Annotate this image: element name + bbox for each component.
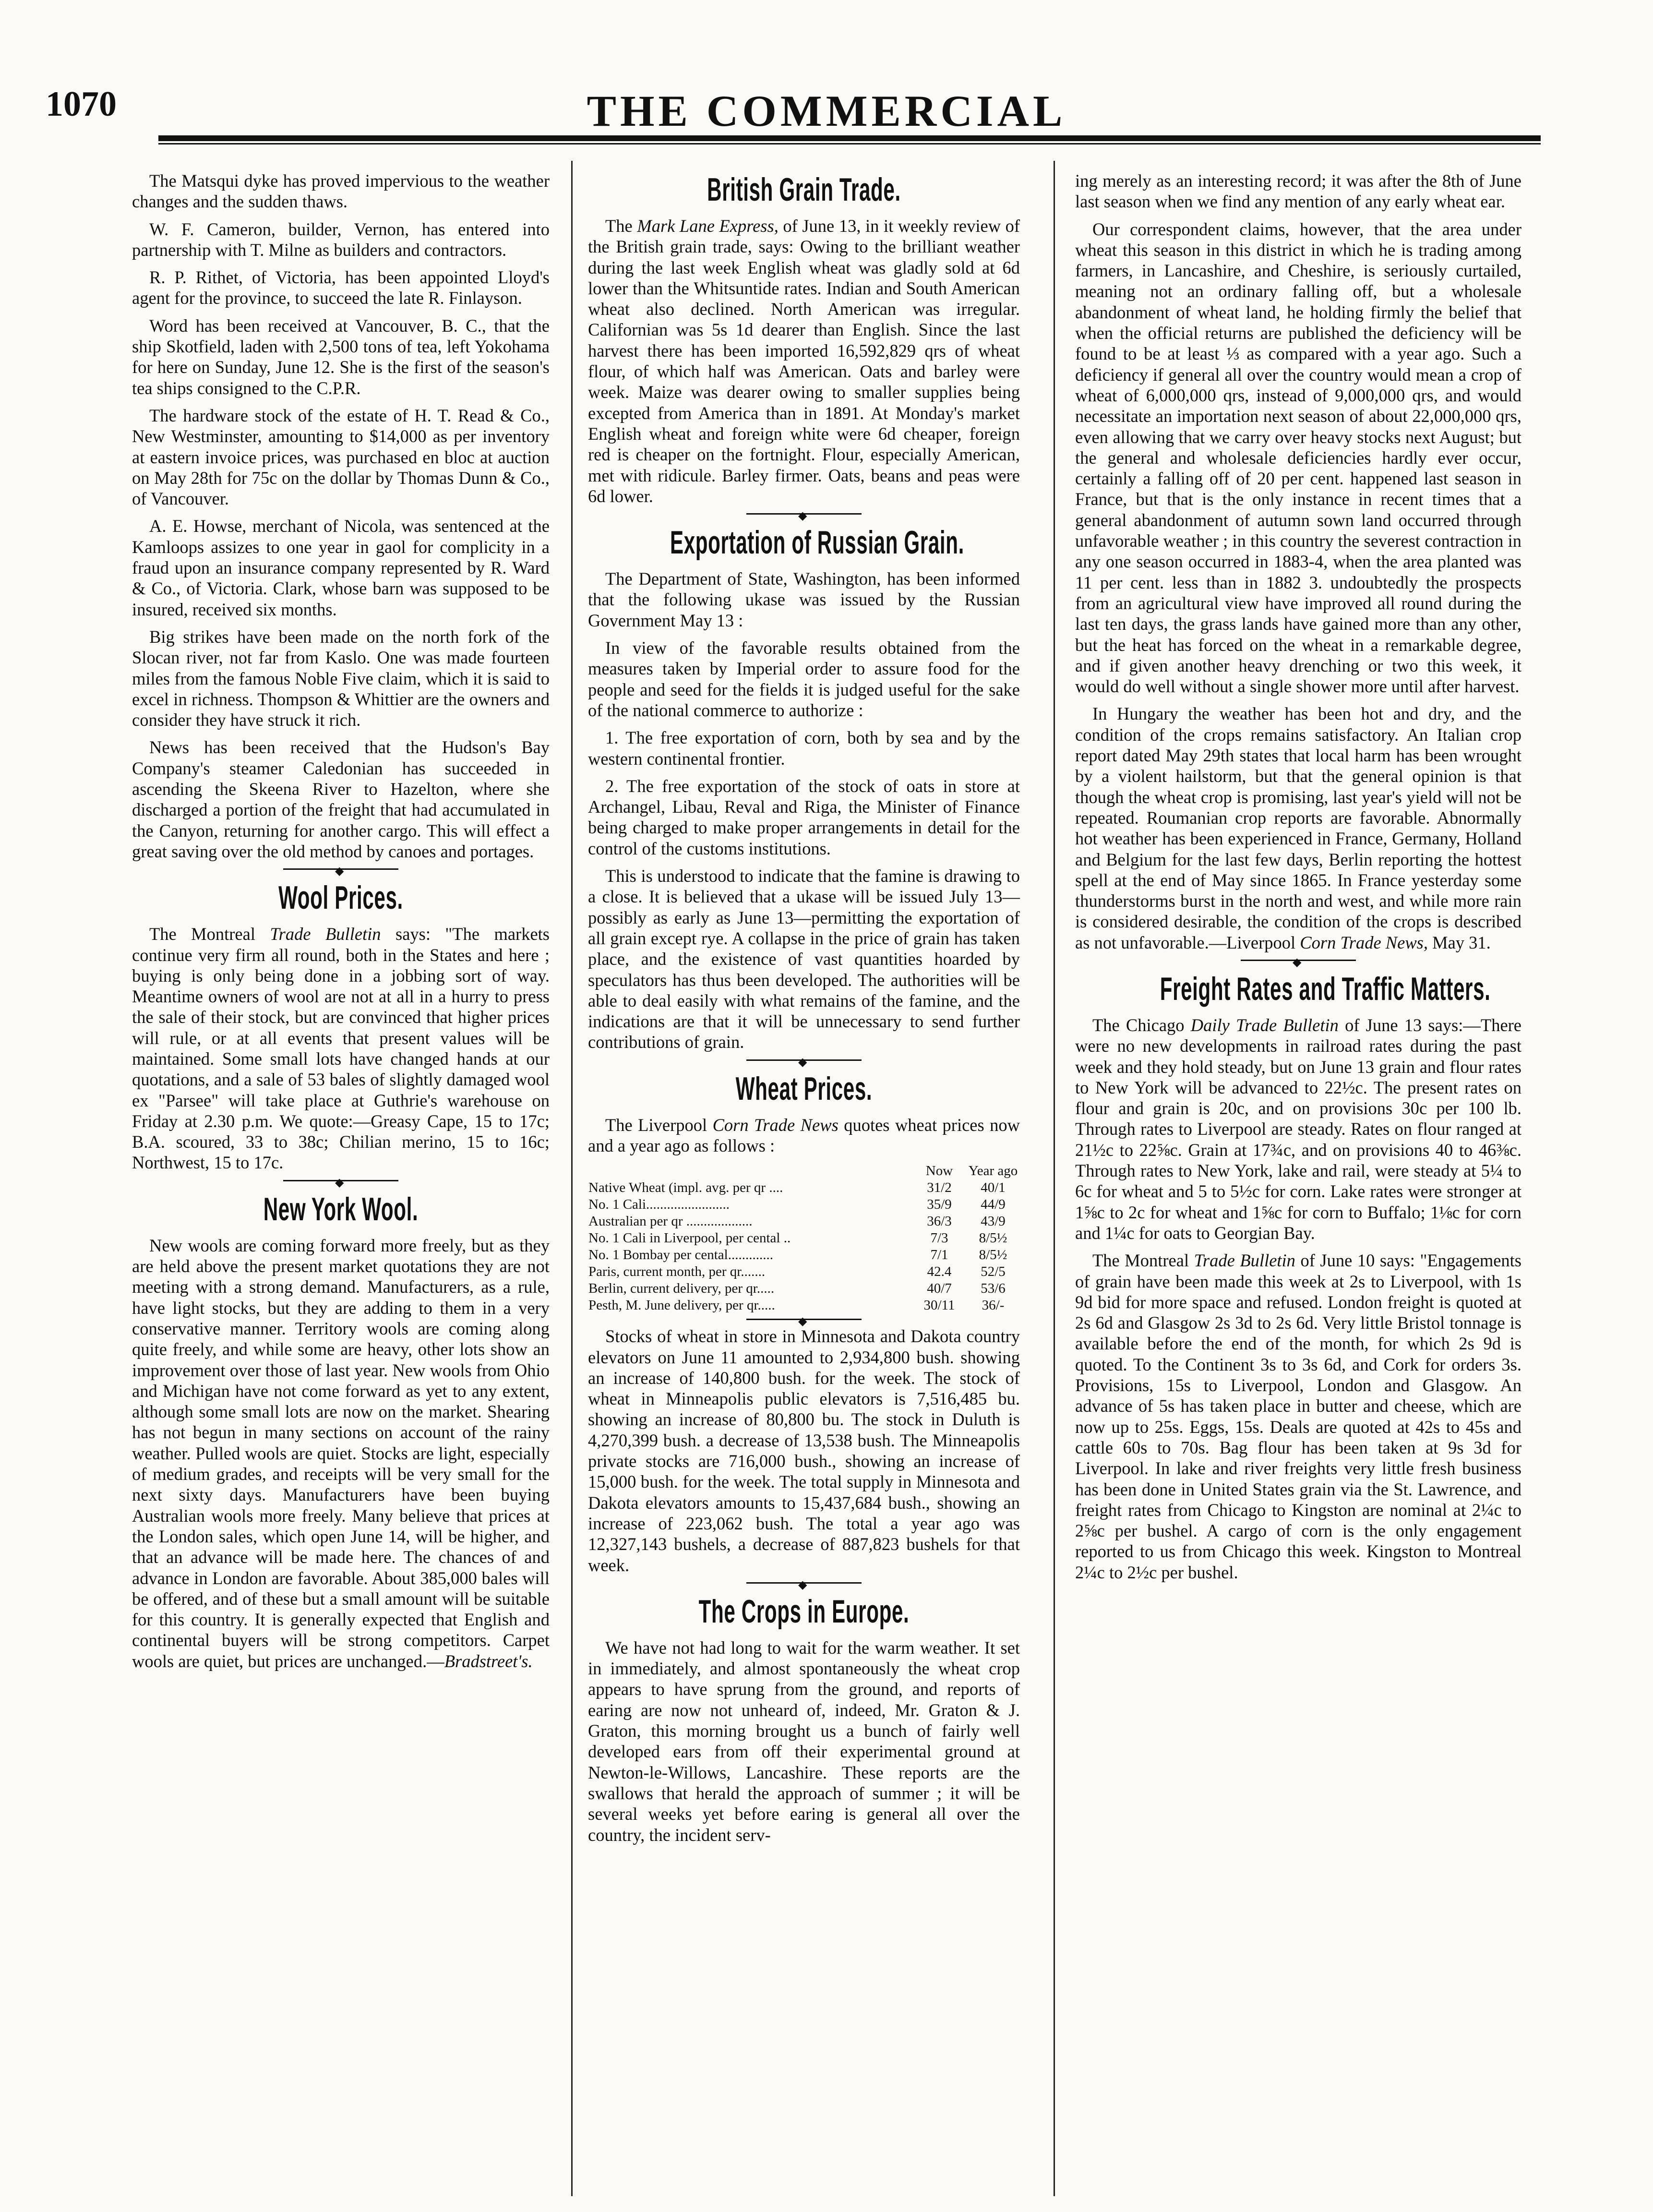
news-item: R. P. Rithet, of Victoria, has been appointed Lloyd's agent for the province, to succeed the late R. Finlayson. — [132, 267, 550, 308]
table-cell-label: Australian per qr ................... — [588, 1214, 753, 1229]
table-cell-ago: 44/9 — [981, 1197, 1006, 1213]
table-row — [588, 1280, 1020, 1297]
news-item: News has been received that the Hudson's Bay Company's steamer Caledonian has succeeded in ascending the Skeena River to Hazelton, where she discharged a portion of the freight that had accumulated in the Canyon, returning for another cargo. This will effect a great saving over the old method by canoes and portages. — [132, 737, 550, 861]
paragraph: Our correspondent claims, however, that the area under wheat this season in this district in which he is trading among farmers, in Lancashire, and Cheshire, is seriously curtailed, meaning not an ordinary falling off, but a wholesale abandonment of wheat land, he holding firmly the belief that when the official returns are published the deficiency will be found to be at least ⅓ as compared with a year ago. Such a deficiency if general all over the country would mean a crop of wheat of 6,000,000 qrs, instead of 9,000,000 qrs, and would necessitate an importation next season of about 22,000,000 qrs, even allowing that we carry over heavy stocks next August; but the general and wholesale deficiencies hardly ever occur, certainly a falling off of 20 per cent. happened last season in France, but that is the only instance in recent times that a general abandonment of autumn sown land occurred through unfavorable weather ; in this country the severest contraction in any one season occurred in 1883-4, when the area planted was 11 per cent. less than in 1882 3. undoubtedly the prospects from an agricultural view have improved all round during the last ten days, the grass lands have gained more than any other, but the heat has forced on the wheat in a remarkable degree, and if given another heavy drenching or two this week, it would do well without a single shower more until after harvest. — [1075, 219, 1521, 697]
section-separator — [283, 1180, 398, 1181]
table-row — [588, 1247, 1020, 1263]
table-cell-ago: 8/5½ — [979, 1247, 1007, 1263]
section-separator — [746, 513, 862, 515]
table-cell-ago: 36/- — [982, 1298, 1005, 1313]
paragraph: The Department of State, Washington, has been informed that the following ukase was issued by the Russian Government May 13 : — [588, 569, 1020, 630]
section-separator — [746, 1582, 862, 1584]
column-header-year-ago: Year ago — [968, 1163, 1018, 1179]
table-cell-now: 42.4 — [927, 1264, 952, 1280]
table-cell-ago: 53/6 — [981, 1281, 1006, 1297]
article-freight-rates: The Chicago Daily Trade Bulletin of June 13 says:—There were no new developments in railroad rates during the past week and they hold steady, but on June 13 grain and flour rates to New York will be advanced to 22½c. The present rates on flour and grain is 20c, and on provisions 30c per 100 lb. Through rates to Liverpool are steady. Rates on flour ranged at 21½c to 22⅝c. Grain at 17¾c, and on provisions 40 to 46⅜c. Through rates to New York, lake and rail, were steady at 5¼ to 6c for wheat and 5 to 5½c for corn. Lake rates were stronger at 1⅝c to 2c for wheat and 1⅝c for corn to Buffalo; 1⅛c for corn and 1¼c for oats to Georgian Bay. — [1075, 1015, 1522, 1243]
article-wheat-prices-intro: The Liverpool Corn Trade News quotes wheat prices now and a year ago as follows : — [588, 1115, 1020, 1155]
paragraph: In view of the favorable results obtained from the measures taken by Imperial order to assure food for the people and seed for the fields it is judged useful for the sake of the national commerce to authorize : — [588, 638, 1020, 720]
table-row — [588, 1213, 1020, 1230]
heading-wool-prices: Wool Prices. — [278, 879, 403, 916]
column-header-label — [588, 1163, 912, 1179]
news-item: Big strikes have been made on the north fork of the Slocan river, not far from Kaslo. One was made fourteen miles from the famous Noble Five claim, which it is said to excel in richness. Thompson & Whittier are the owners and consider they have struck it rich. — [132, 626, 550, 730]
table-cell-label: Native Wheat (impl. avg. per qr .... — [588, 1180, 783, 1196]
table-cell-ago: 43/9 — [981, 1214, 1006, 1229]
article-freight-montreal: The Montreal Trade Bulletin of June 10 says: "Engagements of grain have been made this week at 2s to Liverpool, with 1s 9d bid for more space and refused. London freight is quoted at 2s 6d and Glasgow 2s 3d to 2s 6d. Very little Bristol tonnage is available before the end of the month, for which 2s 9d is quoted. To the Continent 3s to 3s 6d, and Cork for orders 3s. Provisions, 15s to Liverpool, London and Glasgow. An advance of 5s has taken place in butter and cheese, which are now up to 25s. Eggs, 15s. Deals are quoted at 42s to 45s and cattle 60s to 70s. Bag flour has been taken at 9s 3d for Liverpool. In lake and river freights very little fresh business has been done in United States grain via the St. Lawrence, and freight rates from Chicago to Kingston are nominal at 2¼c to 2⅝c per bushel. A cargo of corn is the only engagement reported to us from Chicago this week. Kingston to Montreal 2¼c to 2½c per bushel. — [1075, 1250, 1522, 1582]
column-3 — [1075, 170, 1521, 1589]
news-item: The hardware stock of the estate of H. T. Read & Co., New Westminster, amounting to $14,000 as per inventory at eastern invoice prices, was purchased en bloc at auction on May 28th for 75c on the dollar by Thomas Dunn & Co., of Vancouver. — [132, 405, 550, 509]
article-british-grain-trade: The Mark Lane Express, of June 13, in it weekly review of the British grain trade, says: Owing to the brilliant weather during the last week English wheat was gladly sold at 6d lower than the Whitsuntide rates. Indian and South American wheat also declined. North American was irregular. Californian was 5s 1d dearer than English. Since the last harvest there has been imported 16,592,829 qrs of wheat flour, of which half was American. Oats and barley were week. Maize was dearer owing to smaller supplies being excepted from America than in 1891. At Monday's market English wheat and foreign white were 6d cheaper, foreign red is cheaper on the fortnight. Flour, especially American, met with ridicule. Barley firmer. Oats, beans and peas were 6d lower. — [588, 216, 1020, 506]
heading-wheat-prices: Wheat Prices. — [735, 1070, 873, 1107]
paragraph: In Hungary the weather has been hot and dry, and the condition of the crops remains satisfactory. An Italian crop report dated May 29th states that local harm has been wrought by a violent hailstorm, but that the general opinion is that though the wheat crop is promising, last year's yield will not be repeated. Roumanian crop reports are favorable. Abnormally hot weather has been experienced in France, Germany, Holland and Belgium for the last few days, Berlin reporting the hottest spell at the end of May since 1865. In France yesterday some thunderstorms burst in the north and west, and while more rain is considered desirable, the condition of the crops is described as not unfavorable.—Liverpool Corn Trade News, May 31. — [1075, 704, 1521, 952]
column-1 — [132, 170, 550, 1678]
paragraph: ing merely as an interesting record; it was after the 8th of June last season when we find any mention of any early wheat ear. — [1075, 171, 1521, 212]
table-header-row — [588, 1163, 1020, 1179]
page-number: 1070 — [46, 84, 117, 124]
table-row — [588, 1230, 1020, 1247]
column-2 — [588, 170, 1020, 1852]
news-item: Word has been received at Vancouver, B. C., that the ship Skotfield, laden with 2,500 tons of tea, left Yokohama for here on Sunday, June 12. She is the first of the season's tea ships consigned to the C.P.R. — [132, 315, 550, 398]
article-wheat-stocks: Stocks of wheat in store in Minnesota and Dakota country elevators on June 11 amounted to 2,934,800 bush. showing an increase of 140,800 bush. for the week. The stock of wheat in Minneapolis public elevators is 7,516,485 bu. showing an increase of 80,800 bu. The stock in Duluth is 4,270,399 bush. a decrease of 13,538 bush. The Minneapolis private stocks are 716,000 bush., showing an increase of 15,000 bush. for the week. The total supply in Minnesota and Dakota elevators amounts to 15,437,684 bush., showing an increase of 223,062 bush. The total a year ago was 12,327,143 bushels, a decrease of 887,823 bushels for that week. — [588, 1326, 1020, 1575]
table-cell-label: No. 1 Cali in Liverpool, per cental .. — [588, 1230, 791, 1246]
table-cell-label: No. 1 Bombay per cental............. — [588, 1247, 773, 1263]
heading-new-york-wool: New York Wool. — [263, 1190, 419, 1227]
column-divider-1 — [571, 161, 573, 2196]
news-item: A. E. Howse, merchant of Nicola, was sentenced at the Kamloops assizes to one year in gaol for complicity in a fraud upon an insurance company represented by R. Ward & Co., of Victoria. Clark, whose barn was supposed to be insured, received six months. — [132, 516, 550, 619]
paragraph: 1. The free exportation of corn, both by sea and by the western continental frontier. — [588, 728, 1020, 769]
heading-crops-in-europe: The Crops in Europe. — [698, 1593, 910, 1630]
table-cell-label: Berlin, current delivery, per qr..... — [588, 1281, 775, 1297]
page-header — [0, 0, 1653, 139]
section-separator — [746, 1059, 862, 1061]
wheat-price-table — [588, 1163, 1020, 1314]
news-item: The Matsqui dyke has proved impervious to the weather changes and the sudden thaws. — [132, 171, 550, 212]
table-cell-ago: 8/5½ — [979, 1230, 1007, 1246]
paragraph: 2. The free exportation of the stock of oats in store at Archangel, Libau, Reval and Riga, the Minister of Finance being charged to make proper arrangements in detail for the control of the customs institutions. — [588, 776, 1020, 858]
section-separator — [746, 1319, 862, 1320]
article-wool-prices: The Montreal Trade Bulletin says: "The markets continue very firm all round, both in the States and here ; buying is only being done in a jobbing sort of way. Meantime owners of wool are not at all in a hurry to press the sale of their stock, but are convinced that higher prices will rule, or at all events that present values will be maintained. Some small lots have changed hands at our quotations, and a sale of 53 bales of slightly damaged wool ex "Parsee" will take place at Guthrie's warehouse on Friday at 2.30 p.m. We quote:—Greasy Cape, 15 to 17c; B.A. scoured, 33 to 38c; Chilian merino, 15 to 16c; Northwest, 15 to 17c. — [132, 924, 550, 1173]
news-item: W. F. Cameron, builder, Vernon, has entered into partnership with T. Milne as builders and contractors. — [132, 219, 550, 260]
table-cell-ago: 40/1 — [981, 1180, 1006, 1196]
masthead: THE COMMERCIAL — [587, 86, 1066, 135]
column-divider-2 — [1054, 161, 1055, 2196]
table-cell-label: No. 1 Cali........................ — [588, 1197, 730, 1213]
article-crops-in-europe: We have not had long to wait for the warm weather. It set in immediately, and almost spontaneously the wheat crop appears to have sprung from the ground, and reports of earing are now not unheard of, indeed, Mr. Graton & J. Graton, this morning brought us a bunch of fairly well developed ears from off their experimental ground at Newton-le-Willows, Lancashire. These reports are the swallows that herald the approach of summer ; it will be several weeks yet before earing is general all over the country, the incident serv- — [588, 1637, 1020, 1845]
article-new-york-wool: New wools are coming forward more freely, but as they are held above the present market quotations they are not meeting with a strong demand. Manufacturers, as a rule, have light stocks, but they are adding to them in a very conservative manner. Territory wools are coming along quite freely, and while some are heavy, other lots show an improvement over those of last year. New wools from Ohio and Michigan have not come forward as yet to any extent, although some small lots are now on the market. Shearing has not begun in many sections on account of the rainy weather. Pulled wools are quiet. Stocks are light, especially of medium grades, and receipts will be very small for the next sixty days. Manufacturers have been buying Australian wools more freely. Many believe that prices at the London sales, which open June 14, will be higher, and that an advance will be made here. The chances of and advance in London are favorable. About 385,000 bales will be offered, and of these but a small amount will be suitable for this country. It is generally expected that English and continental buyers will be strong competitors. Carpet wools are quiet, but prices are unchanged.—Bradstreet's. — [132, 1235, 550, 1671]
heading-exportation-russian-grain: Exportation of Russian Grain. — [670, 524, 964, 561]
header-rule-thin — [158, 143, 1541, 144]
header-rule-thick — [158, 135, 1541, 141]
table-cell-now: 36/3 — [927, 1214, 952, 1229]
table-cell-now: 40/7 — [927, 1281, 952, 1297]
heading-british-grain-trade: British Grain Trade. — [707, 171, 901, 208]
table-cell-now: 31/2 — [927, 1180, 952, 1196]
section-separator — [1241, 960, 1356, 961]
paragraph: This is understood to indicate that the famine is drawing to a close. It is believed that a ukase will be issued July 13—possibly as early as June 13—permitting the exportation of all grain except rye. A collapse in the price of grain has taken place, and the existence of vast quantities hoarded by speculators has thus been developed. The authorities will be able to deal easily with what remains of the famine, and the indications are that it will be unnecessary to send further contributions of grain. — [588, 866, 1020, 1052]
table-cell-label: Paris, current month, per qr....... — [588, 1264, 766, 1280]
table-row — [588, 1179, 1020, 1196]
column-header-now: Now — [925, 1163, 953, 1179]
table-cell-label: Pesth, M. June delivery, per qr..... — [588, 1298, 775, 1313]
heading-freight-rates: Freight Rates and Traffic Matters. — [1160, 970, 1491, 1007]
table-cell-now: 30/11 — [923, 1298, 955, 1313]
table-cell-now: 35/9 — [927, 1197, 952, 1213]
table-cell-now: 7/1 — [930, 1247, 948, 1263]
table-row — [588, 1196, 1020, 1213]
section-separator — [283, 868, 398, 870]
table-cell-ago: 52/5 — [981, 1264, 1006, 1280]
table-cell-now: 7/3 — [930, 1230, 948, 1246]
table-row — [588, 1263, 1020, 1280]
